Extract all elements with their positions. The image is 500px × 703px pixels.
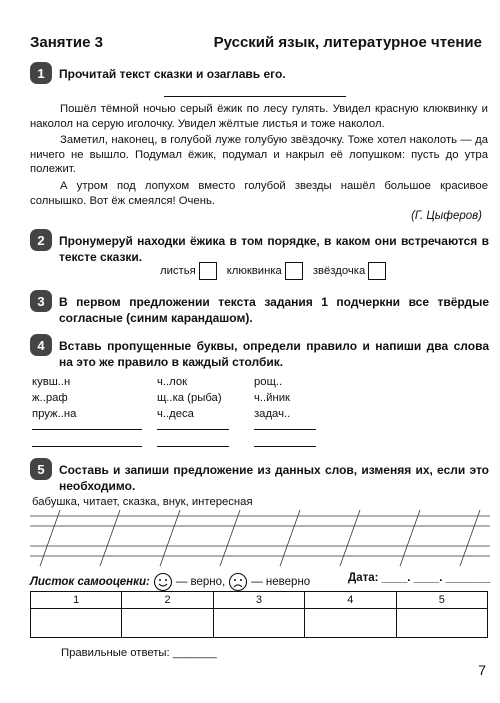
smile-icon (153, 572, 173, 592)
story-author: (Г. Цыферов) (411, 210, 482, 222)
word-column-3 (254, 374, 290, 422)
word-item: пруж..на (32, 408, 77, 420)
page-number: 7 (478, 662, 486, 678)
finding-label-cranberry: клюквинка (226, 265, 282, 277)
self-check-table (30, 591, 488, 638)
task-4-number: 4 (30, 334, 52, 356)
task-3-number: 3 (30, 290, 52, 312)
word-column-2 (157, 374, 222, 422)
correct-label: — верно, (175, 576, 226, 588)
correct-answers-field[interactable]: Правильные ответы: _______ (61, 647, 217, 659)
task-5-number: 5 (30, 458, 52, 480)
answer-line[interactable] (32, 446, 142, 447)
answer-line[interactable] (254, 429, 316, 430)
word-item: кувш..н (32, 376, 71, 388)
task-5-instruction: Составь и запиши предложение из данных слов, изменяя их, если это необходимо. (59, 463, 489, 493)
findings-row (160, 262, 396, 280)
task-1-instruction: Прочитай текст сказки и озаглавь его. (59, 67, 286, 81)
story-paragraph-3: А утром под лопухом вместо голубой звезды нашёл большое красивое солнышко. Вот ёж смеялся! Очень. (30, 180, 488, 207)
finding-label-leaves: листья (160, 265, 196, 277)
title-answer-line[interactable] (164, 96, 346, 97)
finding-label-star: звёздочка (312, 265, 366, 277)
table-header-cell: 2 (122, 592, 213, 609)
self-check-row (30, 572, 310, 592)
answer-line[interactable] (157, 446, 229, 447)
table-cell[interactable] (305, 609, 396, 638)
finding-checkbox-cranberry[interactable] (285, 262, 303, 280)
finding-checkbox-leaves[interactable] (199, 262, 217, 280)
subject-title: Русский язык, литературное чтение (213, 34, 482, 51)
table-cell[interactable] (396, 609, 487, 638)
table-header-cell: 3 (213, 592, 304, 609)
answer-line[interactable] (254, 446, 316, 447)
table-cell[interactable] (31, 609, 122, 638)
table-header-cell: 1 (31, 592, 122, 609)
sad-face-icon (228, 572, 248, 592)
table-header-cell: 5 (396, 592, 487, 609)
self-check-label: Листок самооценки: (30, 576, 150, 588)
task-2-number: 2 (30, 229, 52, 251)
task-1-number: 1 (30, 62, 52, 84)
table-cell[interactable] (213, 609, 304, 638)
task-3-instruction: В первом предложении текста задания 1 подчеркни все твёрдые согласные (синим карандашом). (59, 295, 489, 325)
writing-lines[interactable] (30, 508, 490, 568)
word-column-1 (32, 374, 76, 422)
story-paragraph-2: Заметил, наконец, в голубой луже голубую звёздочку. Тоже хотел наколоть — да ничего не вышло. Подумал ёжик, подумал и накрыл её лопушком: пусть до утра полежит. (30, 134, 488, 176)
date-field[interactable]: Дата: ____. ____. _______ (348, 572, 491, 584)
lesson-title: Занятие 3 (30, 34, 103, 51)
answer-line[interactable] (32, 429, 142, 430)
word-item: ж..раф (32, 392, 68, 404)
word-item: ч..лок (157, 376, 188, 388)
wrong-label: — неверно (251, 576, 311, 588)
finding-checkbox-star[interactable] (368, 262, 386, 280)
answer-line[interactable] (157, 429, 229, 430)
word-item: рощ.. (254, 376, 283, 388)
word-item: ч..йник (254, 392, 290, 404)
table-header-cell: 4 (305, 592, 396, 609)
task-2-instruction: Пронумеруй находки ёжика в том порядке, в каком они встречаются в тексте сказки. (59, 234, 489, 264)
task-4-instruction: Вставь пропущенные буквы, определи правило и напиши два слова на это же правило в каждый столбик. (59, 339, 489, 369)
story-paragraph-1: Пошёл тёмной ночью серый ёжик по лесу гулять. Увидел красную клюквинку и наколол на серую иголочку. Увидел жёлтые листья и тоже наколол. (30, 103, 488, 130)
word-item: задач.. (254, 408, 291, 420)
table-cell[interactable] (122, 609, 213, 638)
word-item: щ..ка (рыба) (157, 392, 222, 404)
given-words: бабушка, читает, сказка, внук, интересная (32, 496, 253, 508)
word-item: ч..деса (157, 408, 194, 420)
